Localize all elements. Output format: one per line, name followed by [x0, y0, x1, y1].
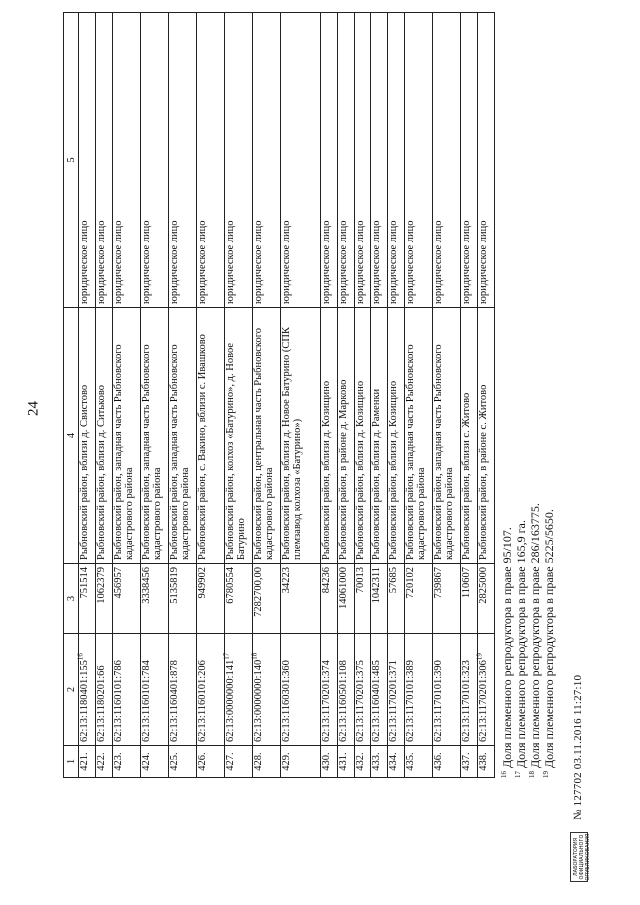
publication-stamp-logo: ЛАБОРАТОРИЯ ОФИЦИАЛЬНОГО ОПУБЛИКОВАНИЯ — [570, 832, 588, 882]
footnote: $^{18}$ Доля племенного репродуктора в праве 286/163775. — [528, 503, 542, 778]
area-cell: 34223 — [280, 564, 320, 634]
location-cell: Рыбновский район, вблизи д. Ситьково — [95, 308, 112, 564]
row-number-cell: 421. — [79, 746, 96, 778]
table-row — [79, 13, 96, 778]
table-row — [140, 13, 168, 778]
column-header: 2 — [64, 634, 79, 746]
owner-cell: юридическое лицо — [196, 13, 224, 308]
cadastral-number-cell: 62:13:1170201:371 — [388, 634, 405, 746]
row-number-cell: 438. — [478, 746, 495, 778]
area-cell: 1062379 — [95, 564, 112, 634]
location-cell: Рыбновский район, западная часть Рыбновского кадастрового района — [168, 308, 196, 564]
owner-cell: юридическое лицо — [252, 13, 280, 308]
footnote: $^{19}$ Доля племенного репродуктора в праве 5225/5650. — [542, 509, 556, 778]
location-cell: Рыбновский район, с. Вакино, вблизи с. Ивашково — [196, 308, 224, 564]
location-cell: Рыбновский район, вблизи д. Новое Батурино (СПК племзавод колхоза «Батурино») — [280, 308, 320, 564]
location-cell: Рыбновский район, западная часть Рыбновского кадастрового района — [140, 308, 168, 564]
row-number-cell: 428. — [252, 746, 280, 778]
row-number-cell: 422. — [95, 746, 112, 778]
table-row — [224, 13, 252, 778]
owner-cell: юридическое лицо — [95, 13, 112, 308]
row-number-cell: 424. — [140, 746, 168, 778]
cadastral-number-cell: 62:13:1180201:66 — [95, 634, 112, 746]
cadastral-number-cell: 62:13:1170201:374 — [320, 634, 337, 746]
location-cell: Рыбновский район, западная часть Рыбновского кадастрового района — [112, 308, 140, 564]
cadastral-number-cell: 62:13:1160101:206 — [196, 634, 224, 746]
row-number-cell: 430. — [320, 746, 337, 778]
table-row — [252, 13, 280, 778]
area-cell: 1042311 — [371, 564, 388, 634]
location-cell: Рыбновский район, вблизи д. Раменки — [371, 308, 388, 564]
area-cell: 739867 — [433, 564, 461, 634]
owner-cell: юридическое лицо — [433, 13, 461, 308]
owner-cell: юридическое лицо — [112, 13, 140, 308]
owner-cell: юридическое лицо — [405, 13, 433, 308]
page-number: 24 — [25, 401, 42, 416]
cadastral-number-cell: 62:13:1160101:786 — [112, 634, 140, 746]
location-cell: Рыбновский район, вблизи д. Козищино — [388, 308, 405, 564]
cadastral-number-cell: 62:13:1160301:360 — [280, 634, 320, 746]
cadastral-number-cell: 62:13:1160501:108 — [337, 634, 354, 746]
column-header: 3 — [64, 564, 79, 634]
registration-stamp-row — [556, 482, 590, 882]
cadastral-number-cell: $62:13:0000000:140^{18}$ — [252, 634, 280, 746]
row-number-cell: 432. — [354, 746, 371, 778]
cadastral-number-cell: 62:13:1170101:389 — [405, 634, 433, 746]
owner-cell: юридическое лицо — [140, 13, 168, 308]
table-header-row — [64, 13, 79, 778]
location-cell: Рыбновский район, колхоз «Батурино», д. Новое Батурино — [224, 308, 252, 564]
location-cell: Рыбновский район, центральная часть Рыбновского кадастрового района — [252, 308, 280, 564]
column-header: 4 — [64, 308, 79, 564]
row-number-cell: 436. — [433, 746, 461, 778]
table-row — [168, 13, 196, 778]
location-cell: Рыбновский район, западная часть Рыбновского кадастрового района — [433, 308, 461, 564]
area-cell: 5135819 — [168, 564, 196, 634]
table-row — [95, 13, 112, 778]
row-number-cell: 429. — [280, 746, 320, 778]
area-cell: 949902 — [196, 564, 224, 634]
footnote: $^{17}$ Доля племенного репродуктора в праве 165,9 га. — [514, 520, 528, 778]
cadastral-number-cell: 62:13:1160401:485 — [371, 634, 388, 746]
area-cell: 7282700,00 — [252, 564, 280, 634]
row-number-cell: 426. — [196, 746, 224, 778]
footnotes — [500, 78, 556, 778]
owner-cell: юридическое лицо — [280, 13, 320, 308]
table-row — [196, 13, 224, 778]
cadastral-number-cell: $62:13:1180401:155^{16}$ — [79, 634, 96, 746]
owner-cell: юридическое лицо — [371, 13, 388, 308]
row-number-cell: 435. — [405, 746, 433, 778]
owner-cell: юридическое лицо — [168, 13, 196, 308]
owner-cell: юридическое лицо — [337, 13, 354, 308]
table-row — [478, 13, 495, 778]
table-row — [112, 13, 140, 778]
row-number-cell: 431. — [337, 746, 354, 778]
document-registration-id: № 127702 03.11.2016 11:27:10 — [572, 674, 584, 820]
owner-cell: юридическое лицо — [461, 13, 478, 308]
row-number-cell: 433. — [371, 746, 388, 778]
cadastral-number-cell: 62:13:1170201:375 — [354, 634, 371, 746]
area-cell: 751514 — [79, 564, 96, 634]
owner-cell: юридическое лицо — [478, 13, 495, 308]
area-cell: 70013 — [354, 564, 371, 634]
cadastral-number-cell: $62:13:0000000:141^{17}$ — [224, 634, 252, 746]
land-plots-table — [63, 12, 495, 778]
footnote: $^{16}$ Доля племенного репродуктора в праве 95/107. — [500, 527, 514, 778]
row-number-cell: 425. — [168, 746, 196, 778]
row-number-cell: 423. — [112, 746, 140, 778]
area-cell: 720102 — [405, 564, 433, 634]
row-number-cell: 427. — [224, 746, 252, 778]
owner-cell: юридическое лицо — [320, 13, 337, 308]
location-cell: Рыбновский район, вблизи д. Свистово — [79, 308, 96, 564]
location-cell: Рыбновский район, в районе д. Марково — [337, 308, 354, 564]
table-row — [388, 13, 405, 778]
table-row — [320, 13, 337, 778]
table-row — [337, 13, 354, 778]
cadastral-number-cell: 62:13:1160101:784 — [140, 634, 168, 746]
location-cell: Рыбновский район, западная часть Рыбновского кадастрового района — [405, 308, 433, 564]
location-cell: Рыбновский район, в районе с. Житово — [478, 308, 495, 564]
table-row — [371, 13, 388, 778]
row-number-cell: 437. — [461, 746, 478, 778]
column-header: 5 — [64, 13, 79, 308]
owner-cell: юридическое лицо — [79, 13, 96, 308]
area-cell: 14061000 — [337, 564, 354, 634]
table-row — [280, 13, 320, 778]
area-cell: 57685 — [388, 564, 405, 634]
area-cell: 2825000 — [478, 564, 495, 634]
area-cell: 3338456 — [140, 564, 168, 634]
location-cell: Рыбновский район, вблизи с. Житово — [461, 308, 478, 564]
table-row — [405, 13, 433, 778]
owner-cell: юридическое лицо — [354, 13, 371, 308]
row-number-cell: 434. — [388, 746, 405, 778]
table-row — [433, 13, 461, 778]
owner-cell: юридическое лицо — [388, 13, 405, 308]
location-cell: Рыбновский район, вблизи д. Козищино — [354, 308, 371, 564]
cadastral-number-cell: 62:13:1170101:390 — [433, 634, 461, 746]
cadastral-number-cell: 62:13:1170101:323 — [461, 634, 478, 746]
owner-cell: юридическое лицо — [224, 13, 252, 308]
area-cell: 110607 — [461, 564, 478, 634]
cadastral-number-cell: $62:13:1170201:306^{19}$ — [478, 634, 495, 746]
column-header: 1 — [64, 746, 79, 778]
area-cell: 84236 — [320, 564, 337, 634]
table-row — [354, 13, 371, 778]
cadastral-number-cell: 62:13:1160401:878 — [168, 634, 196, 746]
area-cell: 6780554 — [224, 564, 252, 634]
area-cell: 456957 — [112, 564, 140, 634]
location-cell: Рыбновский район, вблизи д. Козищино — [320, 308, 337, 564]
table-row — [461, 13, 478, 778]
